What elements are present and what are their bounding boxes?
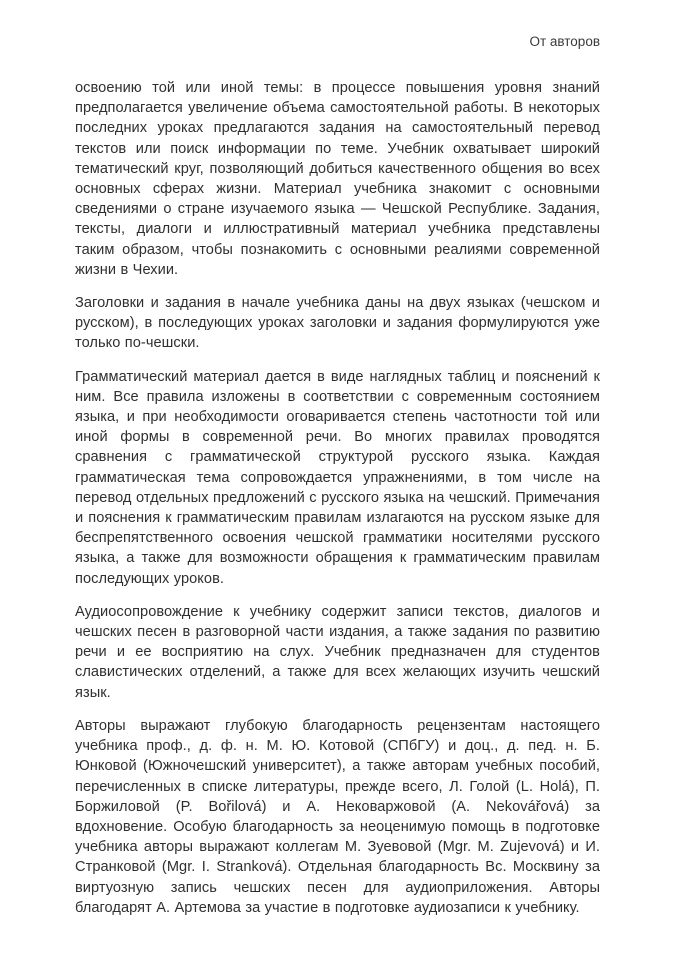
paragraph-intro-continuation: освоению той или иной темы: в процессе повышения уровня знаний предполагается увеличение объема самостоятельной работы. В некоторых последних уроках предлагаются задания на самостоятельный перевод текстов или поиск информации по теме. Учебник охватывает широкий тематический круг, позволяющий добиться качественного общения во всех основных сферах жизни. Материал учебника знакомит с основными сведениями о стране изучаемого языка — Чешской Республике. Задания, тексты, диалоги и иллюстративный материал учебника представлены таким образом, чтобы познакомить с основными реалиями современной жизни в Чехии. [75,80,600,278]
paragraph-grammar-material: Грамматический материал дается в виде наглядных таблиц и пояснений к ним. Все правила изложены в соответствии с современным состоянием языка, и при необходимости оговаривается степень частотности той или иной формы в современной речи. Во многих правилах проводятся сравнения с грамматической структурой русского языка. Каждая грамматическая тема сопровождается упражнениями, в том числе на перевод отдельных предложений с русского языка на чешский. Примечания и пояснения к грамматическим правилам излагаются на русском языке для беспрепятственного освоения чешской грамматики носителями русского языка, а также для возможности обращения к грамматическим правилам последующих уроков. [75,368,600,587]
paragraph-acknowledgements: Авторы выражают глубокую благодарность рецензентам настоящего учебника проф., д. ф. н. М. Ю. Котовой (СПбГУ) и доц., д. пед. н. Б. Юнковой (Южночешский университет), а также авторам учебных пособий, перечисленных в списке литературы, прежде всего, Л. Голой (L. Holá), П. Боржиловой (P. Bořilová) и А. Нековаржовой (A. Nekovářová) за вдохновение. Особую благодарность за неоценимую помощь в подготовке учебника авторы выражают коллегам М. Зуевовой (Mgr. M. Zujevová) и И. Странковой (Mgr. I. Stranková). Отдельная благодарность Вс. Москвину за виртуозную запись чешских песен для аудиоприложения. Авторы благодарят А. Артемова за участие в подготовке аудиозаписи к учебнику. [75,717,600,916]
running-header: От авторов [529,34,600,49]
body-text [75,78,600,918]
paragraph-headings-languages: Заголовки и задания в начале учебника даны на двух языках (чешском и русском), в последующих уроках заголовки и задания формулируются уже только по-чешски. [75,295,600,352]
paragraph-audio-accompaniment: Аудиосопровождение к учебнику содержит записи текстов, диалогов и чешских песен в разговорной части издания, а также задания по развитию речи и ее восприятию на слух. Учебник предназначен для студентов славистических отделений, а также для всех желающих изучить чешский язык. [75,603,600,701]
